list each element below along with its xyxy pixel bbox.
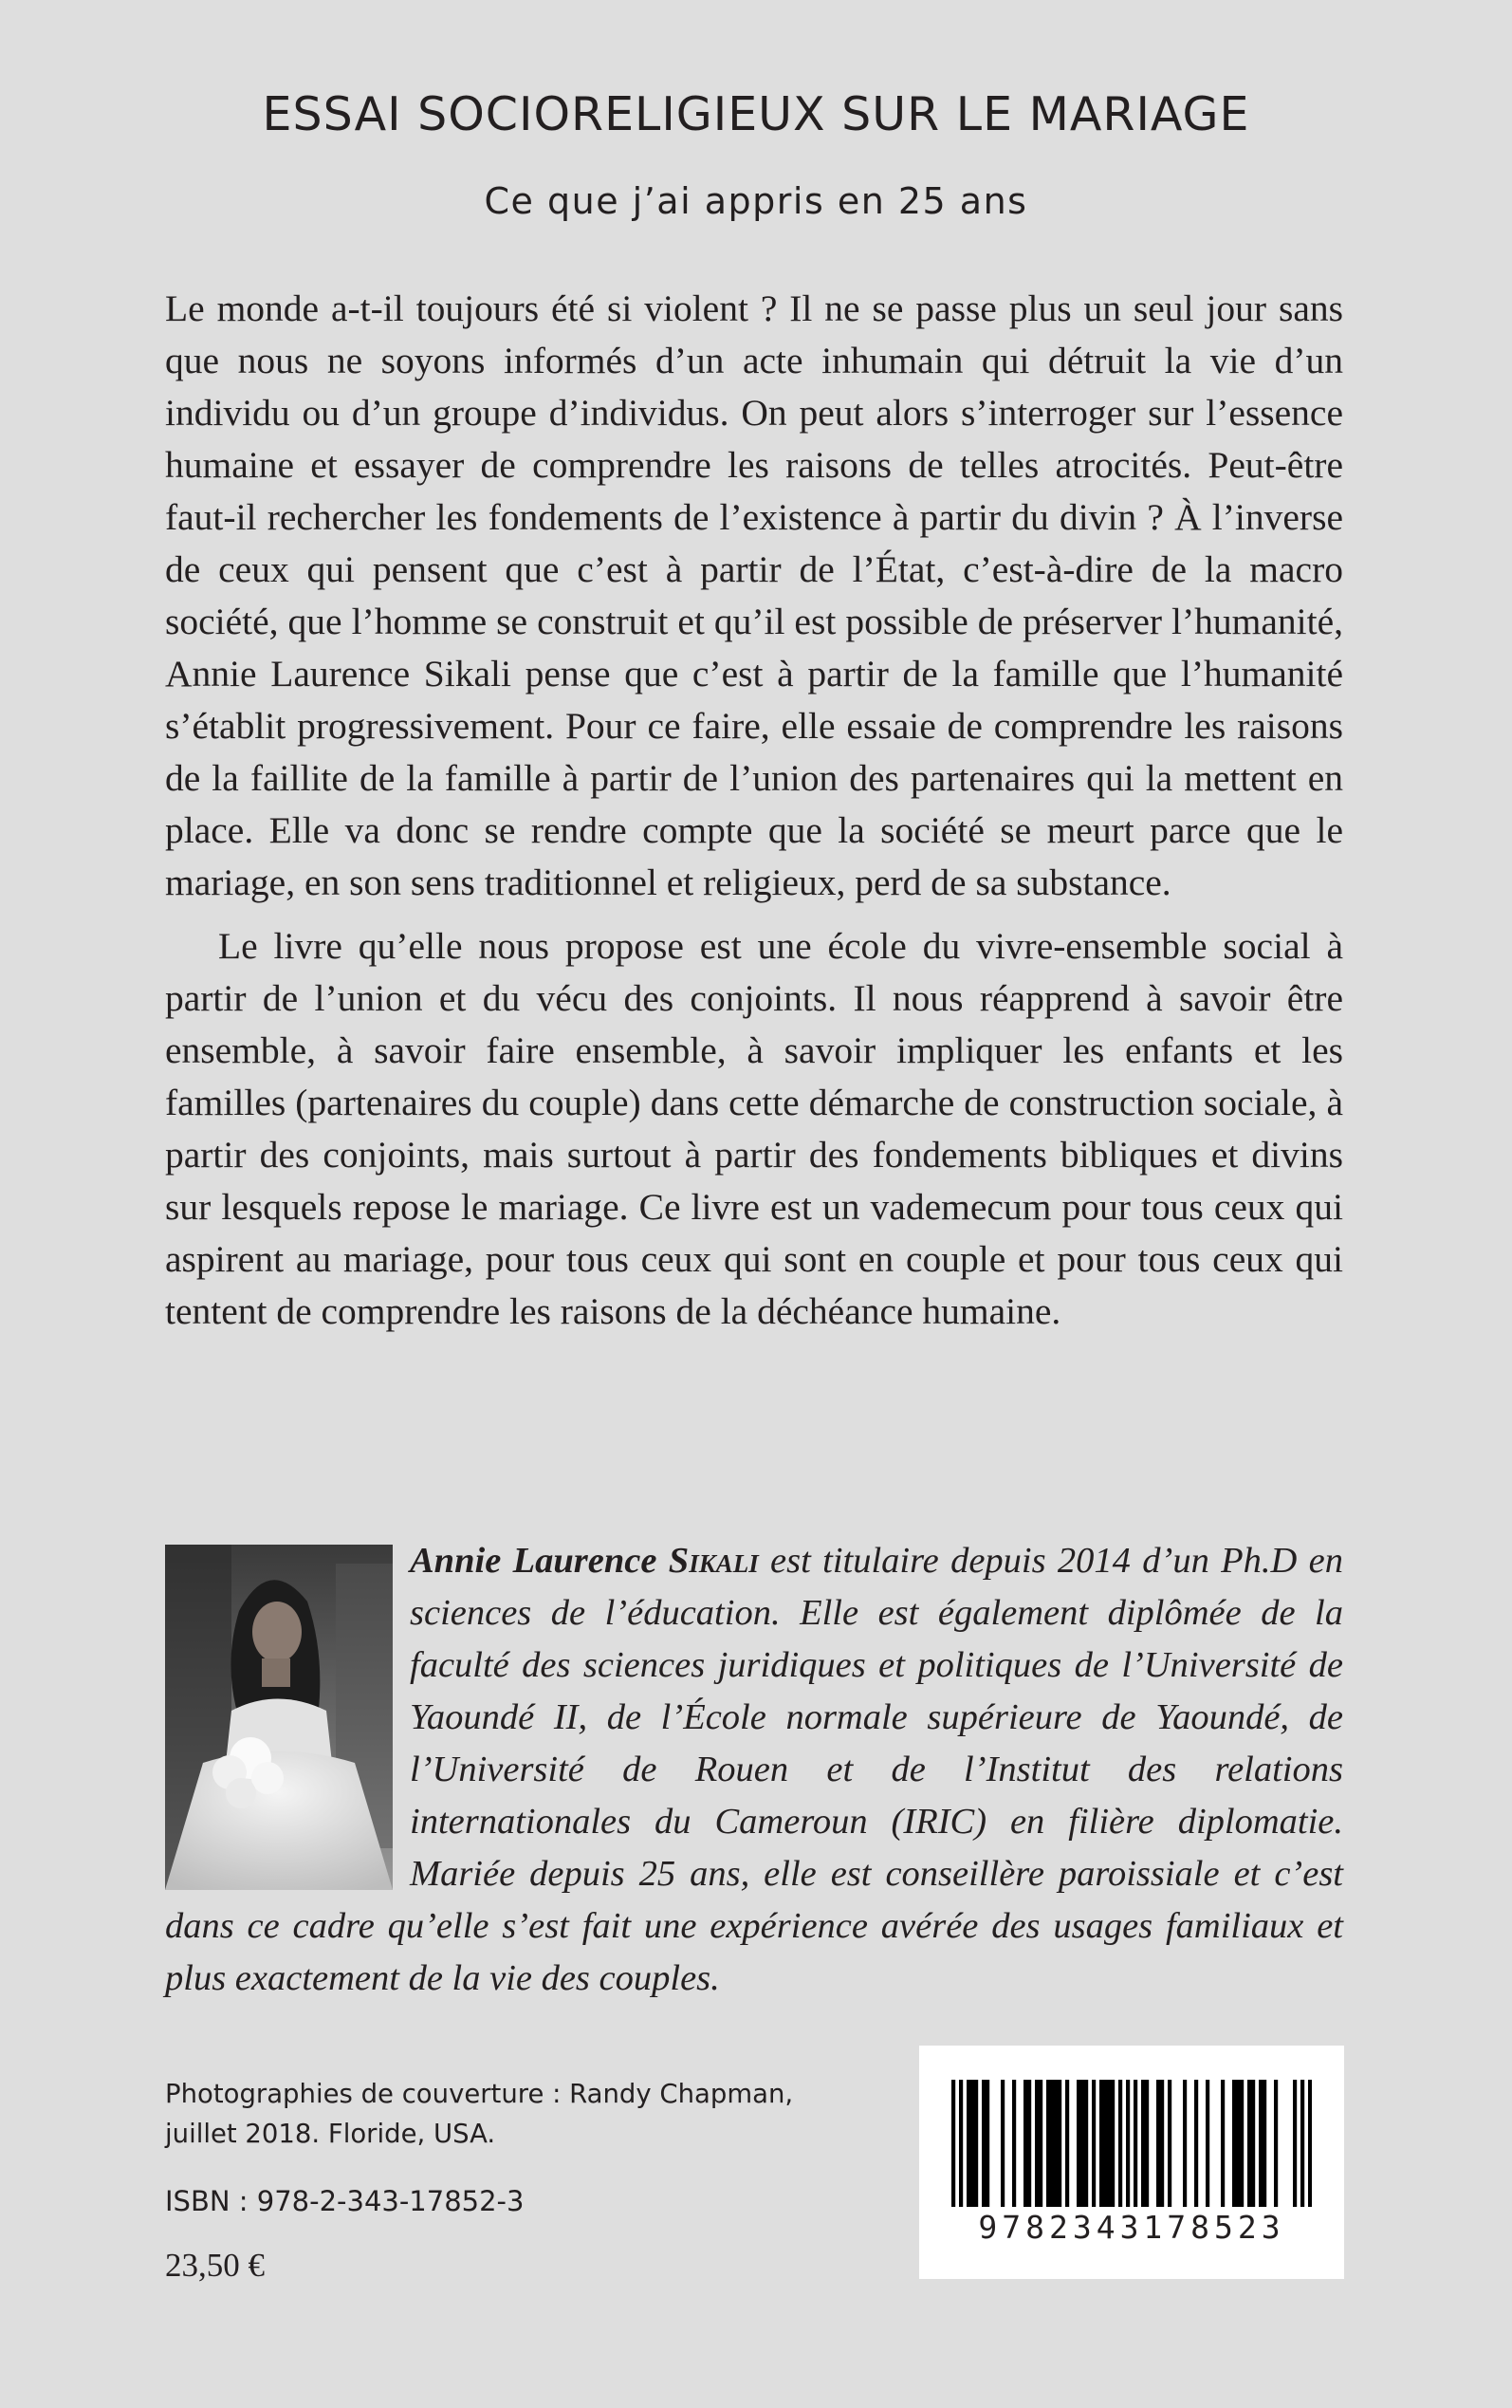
barcode-bar xyxy=(1103,2080,1107,2207)
barcode-bar xyxy=(1240,2080,1244,2207)
barcode-bar xyxy=(982,2080,986,2207)
barcode-bar xyxy=(1118,2080,1122,2207)
barcode-bar xyxy=(1084,2080,1088,2207)
photo-spacer xyxy=(165,1535,410,1888)
barcode-bars xyxy=(951,2080,1312,2213)
author-surname: Sikali xyxy=(668,1541,759,1581)
barcode-bar xyxy=(974,2080,978,2207)
barcode-bar xyxy=(1111,2080,1115,2207)
blurb xyxy=(165,283,1343,1338)
barcode-bar xyxy=(1054,2080,1058,2207)
barcode-bar xyxy=(1232,2080,1236,2207)
barcode-bar xyxy=(1035,2080,1039,2207)
barcode-bar xyxy=(1183,2080,1187,2207)
barcode-bar xyxy=(1012,2080,1016,2207)
barcode-bar xyxy=(1058,2080,1061,2207)
barcode-bar xyxy=(1023,2080,1027,2207)
book-title: ESSAI SOCIORELIGIEUX SUR LE MARIAGE xyxy=(262,87,1250,141)
barcode-bar xyxy=(1001,2080,1005,2207)
barcode-bar xyxy=(967,2080,970,2207)
barcode-bar xyxy=(1092,2080,1096,2207)
barcode-bar xyxy=(1141,2080,1145,2207)
barcode-bar xyxy=(951,2080,955,2207)
barcode-bar xyxy=(1156,2080,1160,2207)
barcode-bar xyxy=(1194,2080,1198,2207)
price: 23,50 € xyxy=(165,2247,265,2284)
barcode-bar xyxy=(1080,2080,1084,2207)
author-name: Annie Laurence xyxy=(410,1541,669,1581)
author-bio-text: est titulaire depuis 2014 d’un Ph.D en sciences de l’éducation. Elle est également diplômée de la faculté des sciences juridiques et politiques de l’Université de Yaoundé II, de l’École normale supérieure de Yaoundé, de l’Université de Rouen et de l’Institut des relations internationales du Cameroun (IRIC) en filière diplomatie. Mariée depuis 25 ans, elle est conseillère paroissiale et c’est dans ce cadre qu’elle s’est fait une expérience avérée des usages familiaux et plus exactement de la vie des couples. xyxy=(165,1541,1343,1998)
barcode-bar xyxy=(1236,2080,1240,2207)
barcode-bar xyxy=(1039,2080,1042,2207)
barcode-bar xyxy=(1134,2080,1137,2207)
barcode-bar xyxy=(1077,2080,1080,2207)
barcode xyxy=(919,2046,1344,2279)
blurb-paragraph-2: Le livre qu’elle nous propose est une école du vivre-ensemble social à partir de l’union et du vécu des conjoints. Il nous réapprend à savoir être ensemble, à savoir faire ensemble, à savoir impliquer les enfants et les familles (partenaires du couple) dans cette démarche de construction sociale, à partir des conjoints, mais surtout à partir des fondements bibliques et divins sur lesquels repose le mariage. Ce livre est un vademecum pour tous ceux qui aspirent au mariage, pour tous ceux qui sont en couple et pour tous ceux qui tentent de comprendre les raisons de la déchéance humaine. xyxy=(165,925,1343,1332)
book-subtitle: Ce que j’ai appris en 25 ans xyxy=(484,180,1028,222)
author-bio xyxy=(165,1535,1343,2005)
barcode-bar xyxy=(1107,2080,1111,2207)
barcode-bar xyxy=(1046,2080,1050,2207)
barcode-bar xyxy=(970,2080,974,2207)
barcode-bar xyxy=(1160,2080,1164,2207)
barcode-number: 9782343178523 xyxy=(978,2209,1285,2246)
isbn: ISBN : 978-2-343-17852-3 xyxy=(165,2185,525,2217)
barcode-bar xyxy=(1145,2080,1149,2207)
barcode-bar xyxy=(1247,2080,1251,2207)
barcode-bar xyxy=(1050,2080,1054,2207)
barcode-bar xyxy=(1206,2080,1209,2207)
barcode-bar xyxy=(1168,2080,1171,2207)
barcode-bar xyxy=(1221,2080,1225,2207)
barcode-bar xyxy=(986,2080,989,2207)
barcode-bar xyxy=(1259,2080,1263,2207)
barcode-bar xyxy=(1300,2080,1304,2207)
barcode-bar xyxy=(1099,2080,1103,2207)
barcode-bar xyxy=(1126,2080,1130,2207)
barcode-bar xyxy=(1251,2080,1255,2207)
blurb-paragraph-1: Le monde a-t-il toujours été si violent ? Il ne se passe plus un seul jour sans que nous ne soyons informés d’un acte inhumain qui détruit la vie d’un individu ou d’un groupe d’individus. On peut alors s’interroger sur l’essence humaine et essayer de comprendre les raisons de telles atrocités. Peut-être faut-il rechercher les fondements de l’existence à partir du divin ? À l’inverse de ceux qui pensent que c’est à partir de l’État, c’est-à-dire de la macro société, que l’homme se construit et qu’il est possible de préserver l’humanité, Annie Laurence Sikali pense que c’est à partir de la famille que l’humanité s’établit progressivement. Pour ce faire, elle essaie de comprendre les raisons de la faillite de la famille à partir de l’union des partenaires qui la mettent en place. Elle va donc se rendre compte que la société se meurt parce que le mariage, en son sens traditionnel et religieux, perd de sa substance. xyxy=(165,287,1343,903)
barcode-bar xyxy=(1274,2080,1278,2207)
barcode-bar xyxy=(1065,2080,1069,2207)
barcode-bar xyxy=(1308,2080,1312,2207)
photo-credits: Photographies de couverture : Randy Chapman, juillet 2018. Floride, USA. xyxy=(165,2079,794,2149)
barcode-bar xyxy=(1027,2080,1031,2207)
barcode-bar xyxy=(1293,2080,1297,2207)
barcode-bar xyxy=(959,2080,963,2207)
barcode-bar xyxy=(1263,2080,1266,2207)
